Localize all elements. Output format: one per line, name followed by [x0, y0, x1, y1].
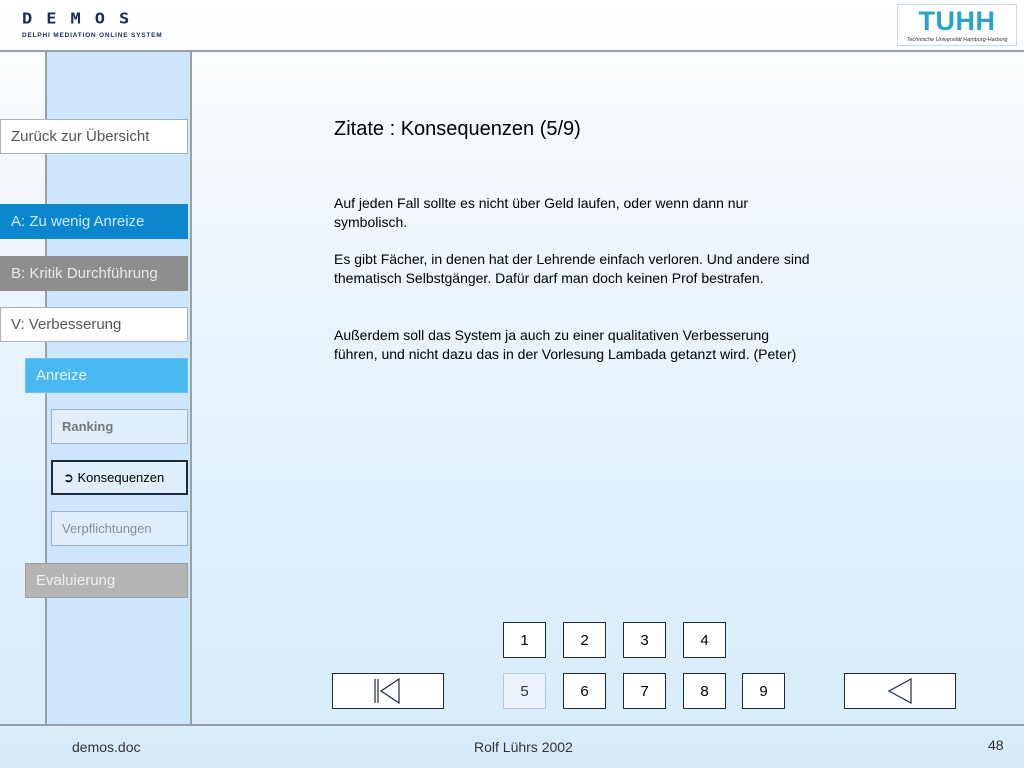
- page-button-2[interactable]: 2: [563, 622, 606, 658]
- quote-paragraph-1: Auf jeden Fall sollte es nicht über Geld laufen, oder wenn dann nur symbolisch.: [334, 195, 749, 230]
- tuhh-logo-subtitle: Technische Universität Hamburg-Harburg: [906, 37, 1008, 43]
- footer-page-number: 48: [988, 737, 1004, 753]
- page-button-3[interactable]: 3: [623, 622, 666, 658]
- previous-page-icon: [883, 677, 917, 705]
- footer-divider: [0, 724, 1024, 726]
- nav-subitem-ranking[interactable]: Ranking: [51, 409, 188, 444]
- nav-item-v-verbesserung[interactable]: V: Verbesserung: [0, 307, 188, 342]
- demos-logo: [22, 11, 192, 39]
- page-button-9[interactable]: 9: [742, 673, 785, 709]
- tuhh-logo-word: TUHH: [918, 6, 996, 36]
- first-page-icon: [371, 677, 405, 705]
- page-button-5[interactable]: 5: [503, 673, 546, 709]
- demos-logo-subtitle: DELPHI MEDIATION ONLINE SYSTEM: [22, 32, 163, 39]
- page-button-7[interactable]: 7: [623, 673, 666, 709]
- nav-subsection-anreize[interactable]: Anreize: [25, 358, 188, 393]
- page-button-4[interactable]: 4: [683, 622, 726, 658]
- quote-paragraph-3: Außerdem soll das System ja auch zu einer qualitativen Verbesserung führen, und nicht dazu das in der Vorlesung Lambada getanzt wird. (Peter): [334, 327, 797, 362]
- page-title: Zitate : Konsequenzen (5/9): [334, 118, 581, 140]
- demos-logo-word: DEMOS: [22, 10, 144, 29]
- first-page-button[interactable]: [332, 673, 444, 709]
- page-button-8[interactable]: 8: [683, 673, 726, 709]
- header: [0, 0, 1024, 50]
- nav-subsection-evaluierung[interactable]: Evaluierung: [25, 563, 188, 598]
- back-to-overview-button[interactable]: Zurück zur Übersicht: [0, 119, 188, 154]
- previous-page-button[interactable]: [844, 673, 956, 709]
- tuhh-logo: [897, 4, 1017, 46]
- footer-author: Rolf Lührs 2002: [474, 739, 573, 755]
- footer-filename: demos.doc: [72, 739, 141, 755]
- nav-item-a-anreize[interactable]: A: Zu wenig Anreize: [0, 204, 188, 239]
- nav-subitem-verpflichtungen[interactable]: Verpflichtungen: [51, 511, 188, 546]
- quote-paragraph-2: Es gibt Fächer, in denen hat der Lehrende einfach verloren. Und andere sind thematisch Selbstgänger. Dafür darf man doch keinen Prof bestrafen.: [334, 251, 810, 286]
- page-button-6[interactable]: 6: [563, 673, 606, 709]
- page-button-1[interactable]: 1: [503, 622, 546, 658]
- nav-divider: [190, 52, 192, 726]
- nav-item-b-kritik[interactable]: B: Kritik Durchführung: [0, 256, 188, 291]
- nav-subitem-konsequenzen[interactable]: ➲ Konsequenzen: [51, 460, 188, 495]
